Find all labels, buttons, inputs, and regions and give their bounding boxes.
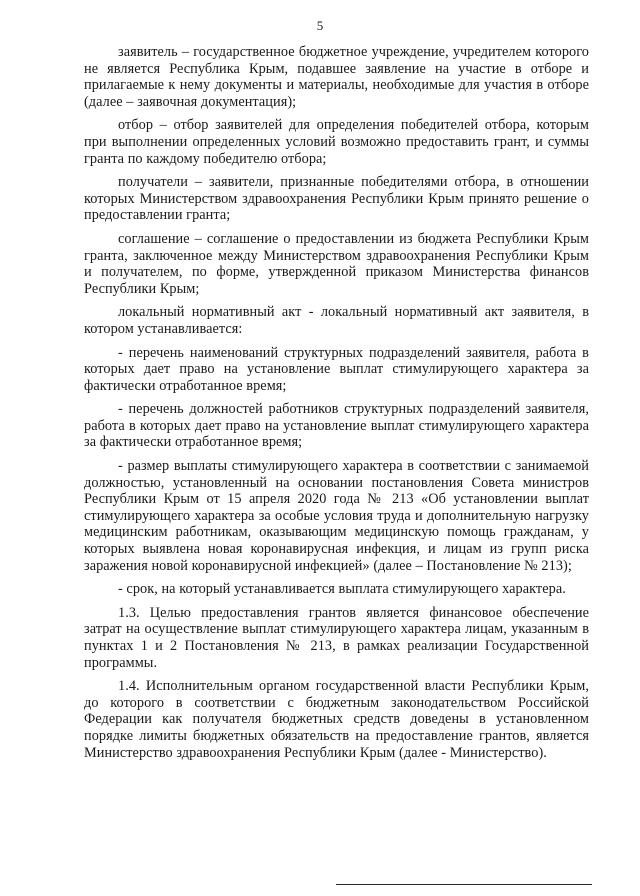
list-item-positions: - перечень должностей работников структурных подразделений заявителя, работа в которых дает право на установление выплат стимулирующего характера за фактически отработанное время; bbox=[84, 401, 589, 451]
page-number: 5 bbox=[316, 18, 324, 33]
clause-1-3: 1.3. Целью предоставления грантов является финансовое обеспечение затрат на осуществление выплат стимулирующего характера лицам, указанным в пунктах 1 и 2 Постановления № 213, в рамках реализации Государственной программы. bbox=[84, 604, 589, 671]
list-item-payment-term: - срок, на который устанавливается выплата стимулирующего характера. bbox=[118, 581, 566, 598]
document-body bbox=[84, 44, 589, 768]
definition-agreement: соглашение – соглашение о предоставлении из бюджета Республики Крым гранта, заключенное между Министерством здравоохранения Республики Крым и получателем, по форме, утвержденной приказом Министерства финансов Республики Крым; bbox=[84, 230, 589, 297]
list-item-departments: - перечень наименований структурных подразделений заявителя, работа в которых дает право на установление выплат стимулирующего характера за фактически отработанное время; bbox=[84, 344, 589, 394]
definition-applicant: заявитель – государственное бюджетное учреждение, учредителем которого не является Республика Крым, подавшее заявление на участие в отборе и прилагаемые к нему документы и материалы, необходимые для участия в отборе (далее – заявочная документация); bbox=[84, 44, 589, 110]
clause-1-4: 1.4. Исполнительным органом государственной власти Республики Крым, до которого в соответствии с бюджетным законодательством Российской Федерации как получателя бюджетных средств доведены в установленном порядке лимиты бюджетных обязательств на предоставление грантов, является Министерство здравоохранения Республики Крым (далее - Министерство). bbox=[84, 678, 589, 761]
definition-recipients: получатели – заявители, признанные победителями отбора, в отношении которых Министерством здравоохранения Республики Крым принято решение о предоставлении гранта; bbox=[84, 174, 589, 224]
definition-selection: отбор – отбор заявителей для определения победителей отбора, которым при выполнении определенных условий возможно предоставить грант, и суммы гранта по каждому победителю отбора; bbox=[84, 117, 589, 167]
definition-local-act: локальный нормативный акт - локальный нормативный акт заявителя, в котором устанавливается: bbox=[84, 304, 589, 337]
list-item-payment-amount: - размер выплаты стимулирующего характера в соответствии с занимаемой должностью, установленный на основании постановления Совета министров Республики Крым от 15 апреля 2020 года № 213 «Об установлении выплат стимулирующего характера за особые условия труда и дополнительную нагрузку медицинским работникам, оказывающим медицинскую помощь гражданам, у которых выявлена новая коронавирусная инфекция, и лицам из групп риска заражения новой коронавирусной инфекцией» (далее – Постановление № 213); bbox=[84, 458, 589, 574]
footer-divider bbox=[336, 884, 592, 885]
